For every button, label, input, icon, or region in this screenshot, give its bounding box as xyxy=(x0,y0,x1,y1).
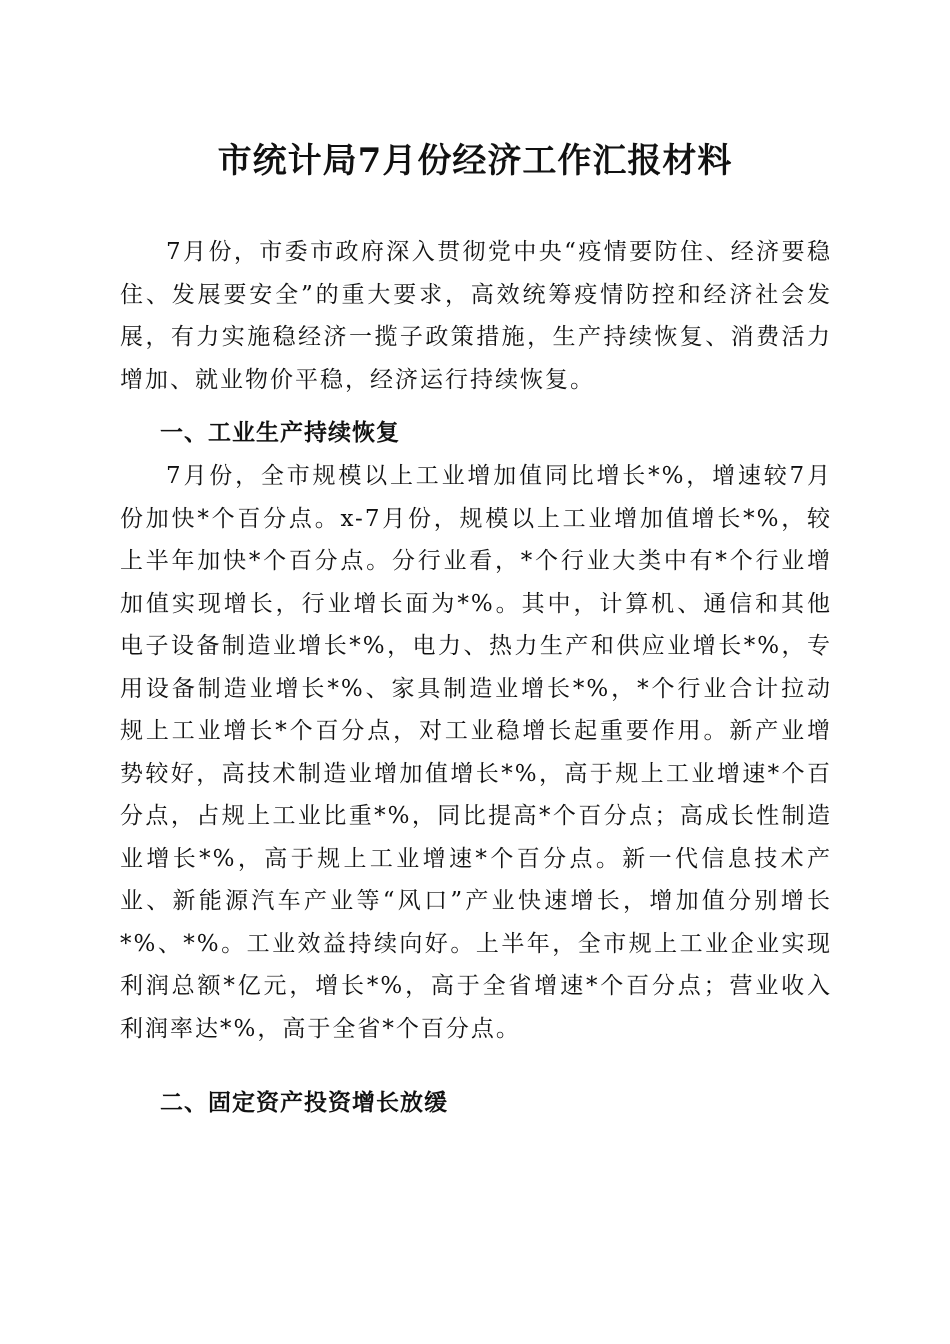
section-heading-industry: 一、工业生产持续恢复 xyxy=(160,420,400,446)
intro-paragraph: 7月份，市委市政府深入贯彻党中央“疫情要防住、经济要稳住、发展要安全”的重大要求，高效统筹疫情防控和经济社会发展，有力实施稳经济一揽子政策措施，生产持续恢复、消费活力增加、就业物价平稳，经济运行持续恢复。 xyxy=(120,239,832,393)
document-title: 市统计局7月份经济工作汇报材料 xyxy=(217,141,733,181)
industry-paragraph: 7月份，全市规模以上工业增加值同比增长*%，增速较7月份加快*个百分点。x-7月份，规模以上工业增加值增长*%，较上半年加快*个百分点。分行业看，*个行业大类中有*个行业增加值实现增长，行业增长面为*%。其中，计算机、通信和其他电子设备制造业增长*%，电力、热力生产和供应业增长*%，专用设备制造业增长*%、家具制造业增长*%，*个行业合计拉动规上工业增长*个百分点，对工业稳增长起重要作用。新产业增势较好，高技术制造业增加值增长*%，高于规上工业增速*个百分点，占规上工业比重*%，同比提高*个百分点；高成长性制造业增长*%，高于规上工业增速*个百分点。新一代信息技术产业、新能源汽车产业等“风口”产业快速增长，增加值分别增长*%、*%。工业效益持续向好。上半年，全市规上工业企业实现利润总额*亿元，增长*%，高于全省增速*个百分点；营业收入利润率达*%，高于全省*个百分点。 xyxy=(120,463,832,1042)
section-heading-investment: 二、固定资产投资增长放缓 xyxy=(160,1090,448,1116)
